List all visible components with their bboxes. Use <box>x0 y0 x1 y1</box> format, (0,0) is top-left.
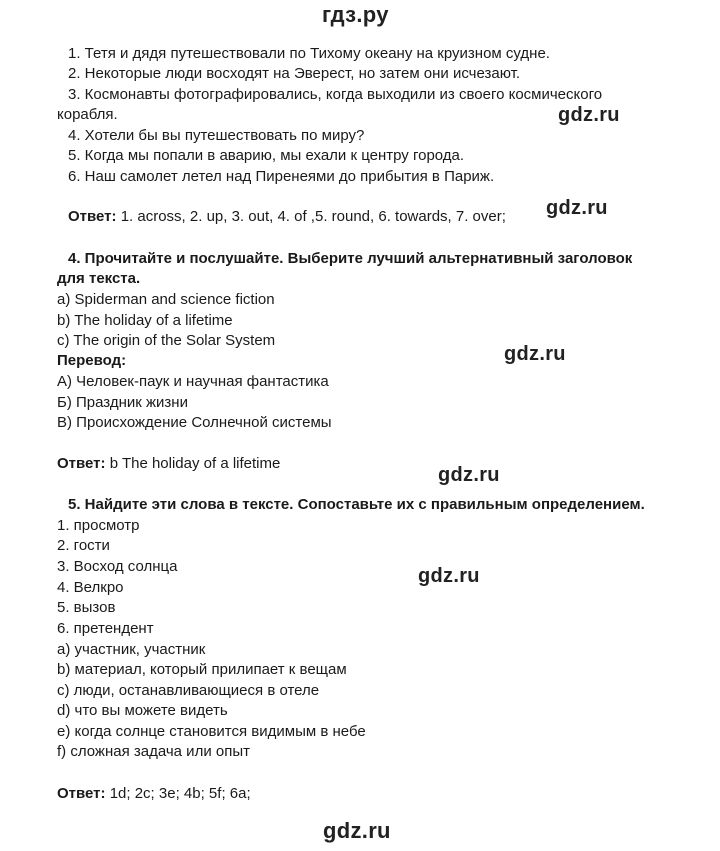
ex3-item-2: 2. Некоторые люди восходят на Эверест, но затем они исчезают. <box>68 65 521 82</box>
ex5-def-c: c) люди, останавливающиеся в отеле <box>57 682 320 699</box>
ex4-answer <box>57 454 280 474</box>
watermark: gdz.ru <box>504 343 566 365</box>
watermark: gdz.ru <box>418 565 480 587</box>
watermark: gdz.ru <box>438 464 500 486</box>
ex4-option-b: b) The holiday of a lifetime <box>57 312 233 329</box>
watermark: gdz.ru <box>546 197 608 219</box>
ex4-translation-b: Б) Праздник жизни <box>57 394 188 411</box>
footer-watermark: gdz.ru <box>323 818 391 843</box>
answer-label: Ответ: <box>68 208 117 225</box>
ex3-answer <box>68 207 506 227</box>
answer-text: b The holiday of a lifetime <box>105 455 281 472</box>
ex5-word-5: 5. вызов <box>57 599 116 616</box>
site-header: гдз.ру <box>322 2 389 27</box>
ex3-item-5: 5. Когда мы попали в аварию, мы ехали к центру города. <box>68 147 465 164</box>
ex5-def-e: e) когда солнце становится видимым в небе <box>57 723 366 740</box>
ex3-item-3: 3. Космонавты фотографировались, когда выходили из своего космического <box>68 86 603 103</box>
watermark: gdz.ru <box>558 104 620 126</box>
ex5-word-2: 2. гости <box>57 537 110 554</box>
ex4-option-a: a) Spiderman and science fiction <box>57 291 275 308</box>
ex5-word-6: 6. претендент <box>57 620 154 637</box>
answer-label: Ответ: <box>57 455 106 472</box>
ex3-item-6: 6. Наш самолет летел над Пиренеями до прибытия в Париж. <box>68 168 495 185</box>
ex3-item-1: 1. Тетя и дядя путешествовали по Тихому океану на круизном судне. <box>68 45 550 62</box>
ex5-def-f: f) сложная задача или опыт <box>57 743 250 760</box>
answer-label: Ответ: <box>57 785 106 802</box>
ex5-word-1: 1. просмотр <box>57 517 140 534</box>
ex5-def-d: d) что вы можете видеть <box>57 702 228 719</box>
ex3-item-3-cont: корабля. <box>57 106 118 123</box>
answer-text: 1. across, 2. up, 3. out, 4. of ,5. round, 6. towards, 7. over; <box>116 208 506 225</box>
ex4-title-line1: 4. Прочитайте и послушайте. Выберите лучший альтернативный заголовок <box>68 250 633 267</box>
ex5-word-4: 4. Велкро <box>57 579 124 596</box>
ex4-translation-c: В) Происхождение Солнечной системы <box>57 414 332 431</box>
ex4-title-line2: для текста. <box>57 270 141 287</box>
ex5-answer <box>57 784 251 804</box>
ex5-word-3: 3. Восход солнца <box>57 558 178 575</box>
ex4-translation-a: А) Человек-паук и научная фантастика <box>57 373 329 390</box>
ex5-def-b: b) материал, который прилипает к вещам <box>57 661 347 678</box>
ex4-option-c: c) The origin of the Solar System <box>57 332 276 349</box>
ex4-translation-label: Перевод: <box>57 352 127 369</box>
ex3-item-4: 4. Хотели бы вы путешествовать по миру? <box>68 127 365 144</box>
answer-text: 1d; 2c; 3e; 4b; 5f; 6a; <box>105 785 251 802</box>
ex5-title: 5. Найдите эти слова в тексте. Сопоставьте их с правильным определением. <box>68 496 645 513</box>
ex5-def-a: a) участник, участник <box>57 641 206 658</box>
